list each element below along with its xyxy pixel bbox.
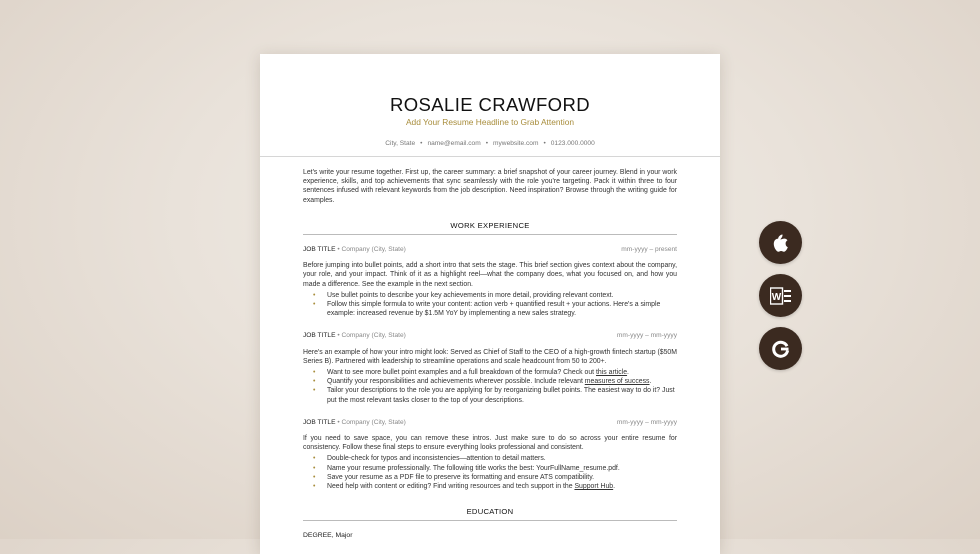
contact-line	[260, 140, 720, 147]
job-bullets	[303, 454, 677, 491]
google-icon	[772, 340, 790, 358]
job-bullets	[303, 291, 677, 319]
resume-preview	[260, 54, 720, 554]
resume-name: ROSALIE CRAWFORD	[390, 94, 590, 115]
apple-icon	[772, 233, 790, 253]
contact-website: mywebsite.com	[493, 140, 539, 147]
contact-separator: •	[543, 140, 546, 147]
job-title: JOB TITLE	[303, 332, 336, 340]
job-company: • Company (City, State)	[335, 332, 406, 340]
bullet-item: • Need help with content or editing? Find writing resources and tech support in the Support Hub.	[327, 482, 677, 491]
job-dates: mm-yyyy – mm-yyyy	[616, 332, 677, 340]
svg-text:W: W	[771, 291, 781, 303]
bullet-item: • Double-check for typos and inconsistencies—attention to detail matters.	[327, 454, 677, 463]
word-button[interactable]	[759, 274, 802, 317]
support-hub-link[interactable]: Support Hub	[574, 483, 614, 491]
job-header	[303, 245, 677, 254]
resume-headline: Add Your Resume Headline to Grab Attention	[405, 117, 575, 127]
job-company: • Company (City, State)	[335, 418, 406, 426]
bullet-item: • Use bullet points to describe your key achievements in more detail, providing relevant context.	[327, 291, 677, 300]
job-header	[303, 331, 677, 340]
job-company: • Company (City, State)	[335, 246, 406, 254]
job-intro: If you need to save space, you can remove these intros. Just make sure to do so across your entire resume for consistency. Follow these final steps to ensure everything looks professional and consistent.	[303, 435, 677, 452]
bullet-item: • Follow this simple formula to write your content: action verb + quantified result + your actions. Here's a simple example: increased revenue by $1.5M YoY by implementing a new sales strategy.	[327, 300, 677, 318]
measures-of-success-link[interactable]: measures of success	[584, 378, 650, 386]
job-title: JOB TITLE	[303, 246, 336, 254]
bullet-item: • Save your resume as a PDF file to preserve its formatting and ensure ATS compatibility.	[327, 473, 677, 482]
bullet-item: • Quantify your responsibilities and achievements wherever possible. Include relevant measures of success.	[327, 377, 677, 386]
job-dates: mm-yyyy – present	[621, 246, 677, 254]
contact-location: City, State	[385, 140, 416, 147]
contact-separator: •	[485, 140, 489, 147]
degree: DEGREE, Major	[303, 532, 353, 540]
article-link[interactable]: this article	[596, 369, 628, 377]
career-summary: Let's write your resume together. First up, the career summary: a brief snapshot of your career journey. Blend in your work experience, skills, and top achievements that sync seamlessly with the role you're targeting. Pack it within three to four sentences infused with relevant keywords from the job description. Need inspiration? Browse through the writing guide for examples.	[303, 169, 677, 204]
job-bullets	[303, 368, 677, 405]
section-heading-education: EDUCATION	[303, 507, 677, 521]
apple-pages-button[interactable]	[759, 221, 802, 264]
job-intro: Before jumping into bullet points, add a short intro that sets the stage. This brief section gives context about the company, your role, and your impact. Think of it as a highlight reel—what the company does, what you focused on, and how you made a difference. See the example in the next section.	[303, 262, 677, 288]
bullet-item: • Tailor your descriptions to the role you are applying for by reorganizing bullet points. The easiest way to do it? Just put the most relevant tasks closer to the top of your descriptions.	[327, 386, 677, 404]
job-title: JOB TITLE	[303, 418, 336, 426]
word-icon	[770, 287, 792, 305]
job-intro: Here's an example of how your intro might look: Served as Chief of Staff to the CEO of a high-growth fintech startup ($50M Series B). Partnered with leadership to streamline operations and scale headcount from 50 to 200+.	[303, 348, 677, 365]
resume-body	[303, 168, 677, 541]
section-heading-work: WORK EXPERIENCE	[303, 221, 677, 235]
job-header	[303, 418, 677, 427]
bullet-item: • Name your resume professionally. The following title works the best: YourFullName_resume.pdf.	[327, 464, 677, 473]
contact-email: name@email.com	[427, 140, 481, 147]
bullet-item: • Want to see more bullet point examples and a full breakdown of the formula? Check out this article.	[327, 368, 677, 377]
contact-phone: 0123.000.0000	[550, 140, 595, 147]
job-dates: mm-yyyy – mm-yyyy	[616, 418, 677, 426]
google-docs-button[interactable]	[759, 327, 802, 370]
contact-separator: •	[420, 140, 423, 147]
resume-header	[260, 54, 720, 157]
